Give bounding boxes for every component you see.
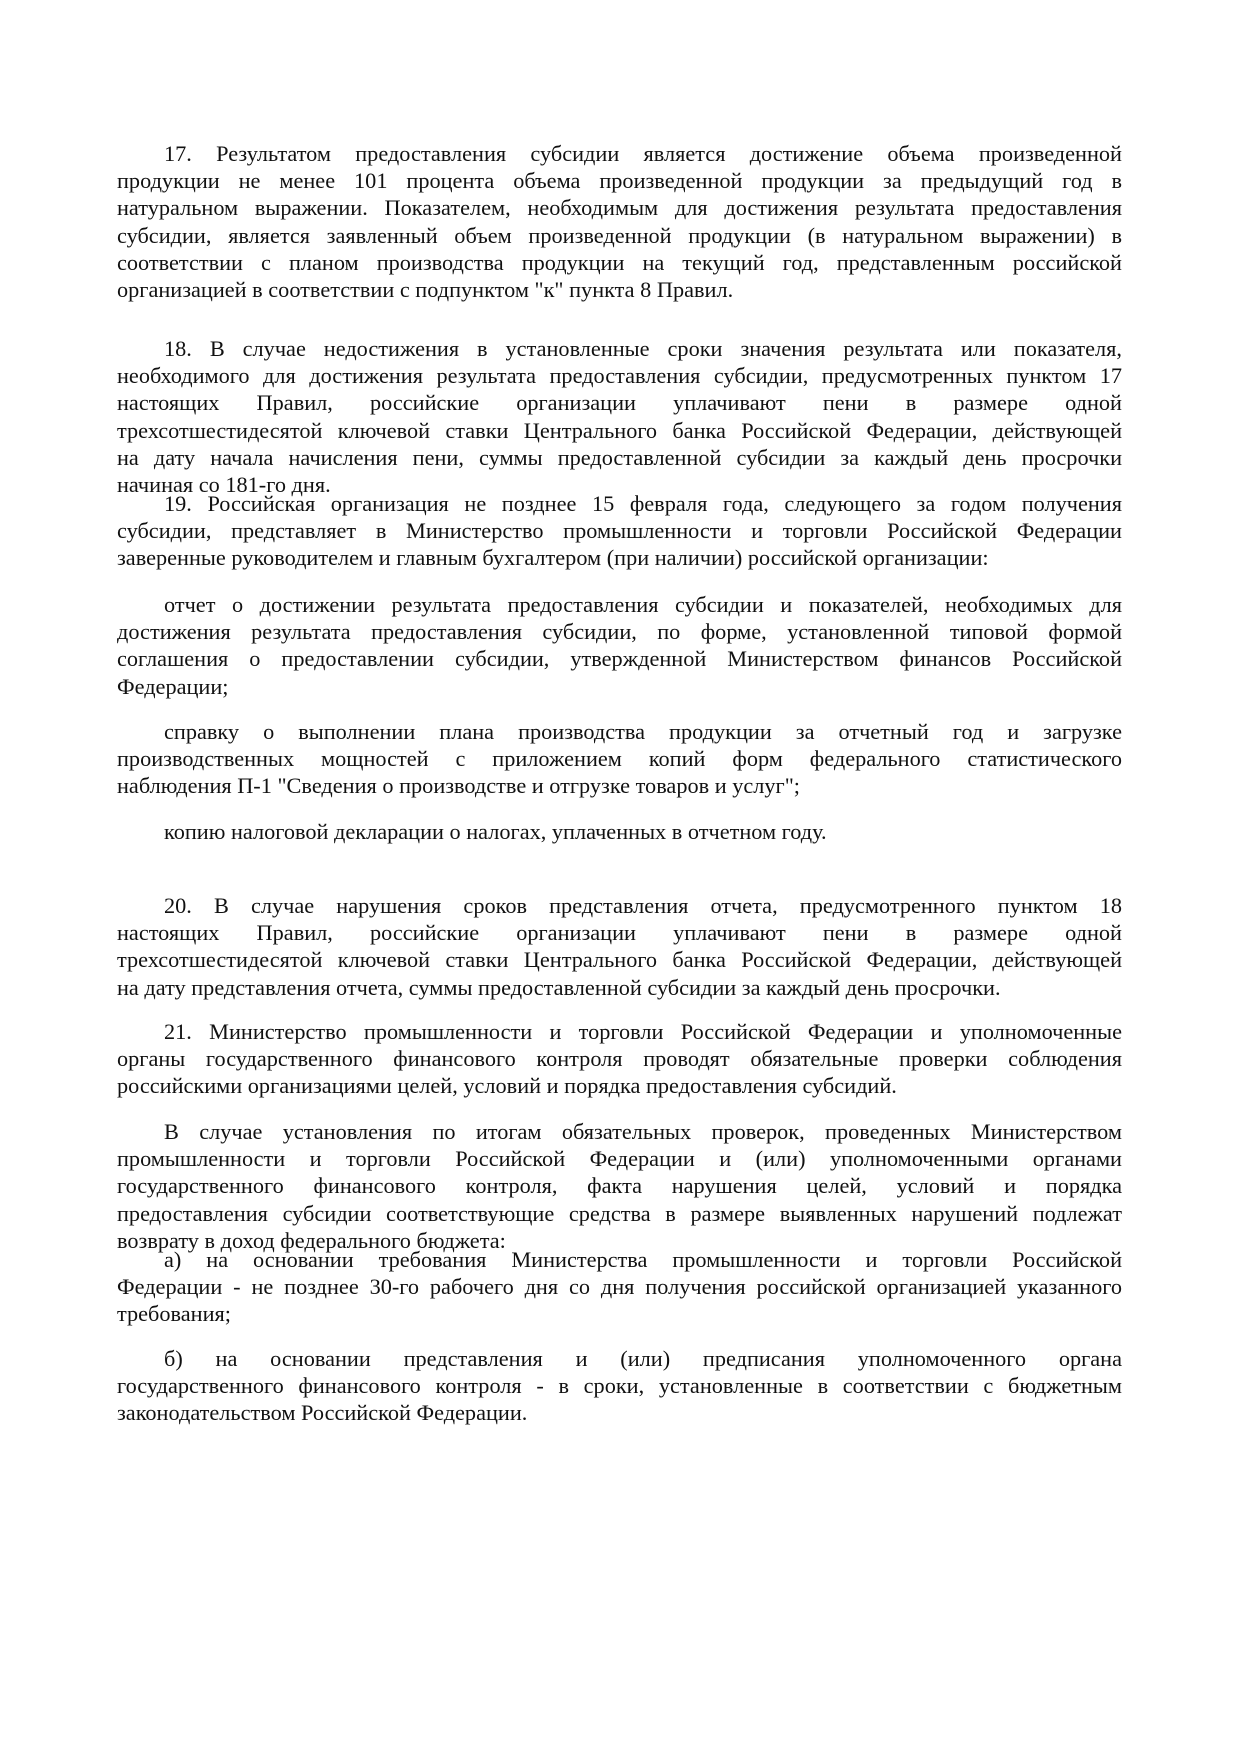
text-line: Федерации; xyxy=(117,673,229,699)
paragraph-p19 xyxy=(117,490,1122,572)
text-line: 21. Министерство промышленности и торговли Российской Федерации и уполномоченные xyxy=(164,1019,1122,1044)
text-line: заверенные руководителем и главным бухгалтером (при наличии) российской организации: xyxy=(117,545,989,571)
text-line: справку о выполнении плана производства продукции за отчетный год и загрузке xyxy=(164,719,1122,744)
text-line: трехсотшестидесятой ключевой ставки Центрального банка Российской Федерации, действующей xyxy=(117,947,1122,973)
paragraph-p19c xyxy=(117,818,1122,845)
text-line: соответствии с планом производства продукции на текущий год, представленным российской xyxy=(117,249,1122,275)
text-line: требования; xyxy=(117,1301,231,1327)
paragraph-p21 xyxy=(117,1018,1122,1100)
text-line: начиная со 181-го дня. xyxy=(117,471,331,497)
paragraph-p19b xyxy=(117,718,1122,800)
text-line: организацией в соответствии с подпунктом "к" пункта 8 Правил. xyxy=(117,276,734,302)
text-line: промышленности и торговли Российской Федерации и (или) уполномоченными органами xyxy=(117,1146,1122,1172)
text-line: на дату представления отчета, суммы предоставленной субсидии за каждый день просрочки. xyxy=(117,974,1001,1000)
paragraph-p21bb xyxy=(117,1345,1122,1427)
text-line: настоящих Правил, российские организации уплачивают пени в размере одной xyxy=(117,920,1122,946)
text-line: отчет о достижении результата предоставления субсидии и показателей, необходимых для xyxy=(164,592,1122,617)
paragraph-p19a xyxy=(117,591,1122,700)
text-line: 17. Результатом предоставления субсидии является достижение объема произведенной xyxy=(164,141,1122,166)
text-line: В случае установления по итогам обязательных проверок, проведенных Министерством xyxy=(164,1119,1122,1144)
text-line: достижения результата предоставления субсидии, по форме, установленной типовой формой xyxy=(117,619,1122,645)
text-line: б) на основании представления и (или) предписания уполномоченного органа xyxy=(164,1346,1122,1371)
text-line: предоставления субсидии соответствующие средства в размере выявленных нарушений подлежат xyxy=(117,1200,1122,1226)
text-line: государственного финансового контроля, факта нарушения целей, условий и порядка xyxy=(117,1173,1122,1199)
text-line: субсидии, является заявленный объем произведенной продукции (в натуральном выражении) в xyxy=(117,222,1122,248)
text-line: органы государственного финансового контроля проводят обязательные проверки соблюдения xyxy=(117,1046,1122,1072)
text-line: необходимого для достижения результата предоставления субсидии, предусмотренных пунктом 17 xyxy=(117,363,1122,389)
text-line: возврату в доход федерального бюджета: xyxy=(117,1227,506,1253)
text-line: 20. В случае нарушения сроков представления отчета, предусмотренного пунктом 18 xyxy=(164,893,1122,918)
paragraph-p17 xyxy=(117,140,1122,303)
text-line: производственных мощностей с приложением копий форм федерального статистического xyxy=(117,746,1122,772)
text-line: продукции не менее 101 процента объема произведенной продукции за предыдущий год в xyxy=(117,168,1122,194)
text-line: трехсотшестидесятой ключевой ставки Центрального банка Российской Федерации, действующей xyxy=(117,417,1122,443)
text-line: российскими организациями целей, условий и порядка предоставления субсидий. xyxy=(117,1073,897,1099)
text-line: законодательством Российской Федерации. xyxy=(117,1400,528,1426)
text-line: 18. В случае недостижения в установленные сроки значения результата или показателя, xyxy=(164,336,1122,361)
text-line: Федерации - не позднее 30-го рабочего дня со дня получения российской организацией указанного xyxy=(117,1274,1122,1300)
paragraph-p20 xyxy=(117,892,1122,1001)
text-line: субсидии, представляет в Министерство промышленности и торговли Российской Федерации xyxy=(117,518,1122,544)
text-line: настоящих Правил, российские организации уплачивают пени в размере одной xyxy=(117,390,1122,416)
text-line: натуральном выражении. Показателем, необходимым для достижения результата предоставления xyxy=(117,195,1122,221)
text-line: а) на основании требования Министерства промышленности и торговли Российской xyxy=(164,1247,1122,1272)
paragraph-p18 xyxy=(117,335,1122,498)
text-line: соглашения о предоставлении субсидии, утвержденной Министерством финансов Российской xyxy=(117,646,1122,672)
text-line: наблюдения П-1 "Сведения о производстве и отгрузке товаров и услуг"; xyxy=(117,773,800,799)
paragraph-p21a xyxy=(117,1246,1122,1328)
text-line: 19. Российская организация не позднее 15 февраля года, следующего за годом получения xyxy=(164,491,1122,516)
text-line: копию налоговой декларации о налогах, уплаченных в отчетном году. xyxy=(164,819,827,844)
text-line: на дату начала начисления пени, суммы предоставленной субсидии за каждый день просрочки xyxy=(117,444,1122,470)
text-line: государственного финансового контроля - в сроки, установленные в соответствии с бюджетным xyxy=(117,1373,1122,1399)
paragraph-p21b xyxy=(117,1118,1122,1254)
